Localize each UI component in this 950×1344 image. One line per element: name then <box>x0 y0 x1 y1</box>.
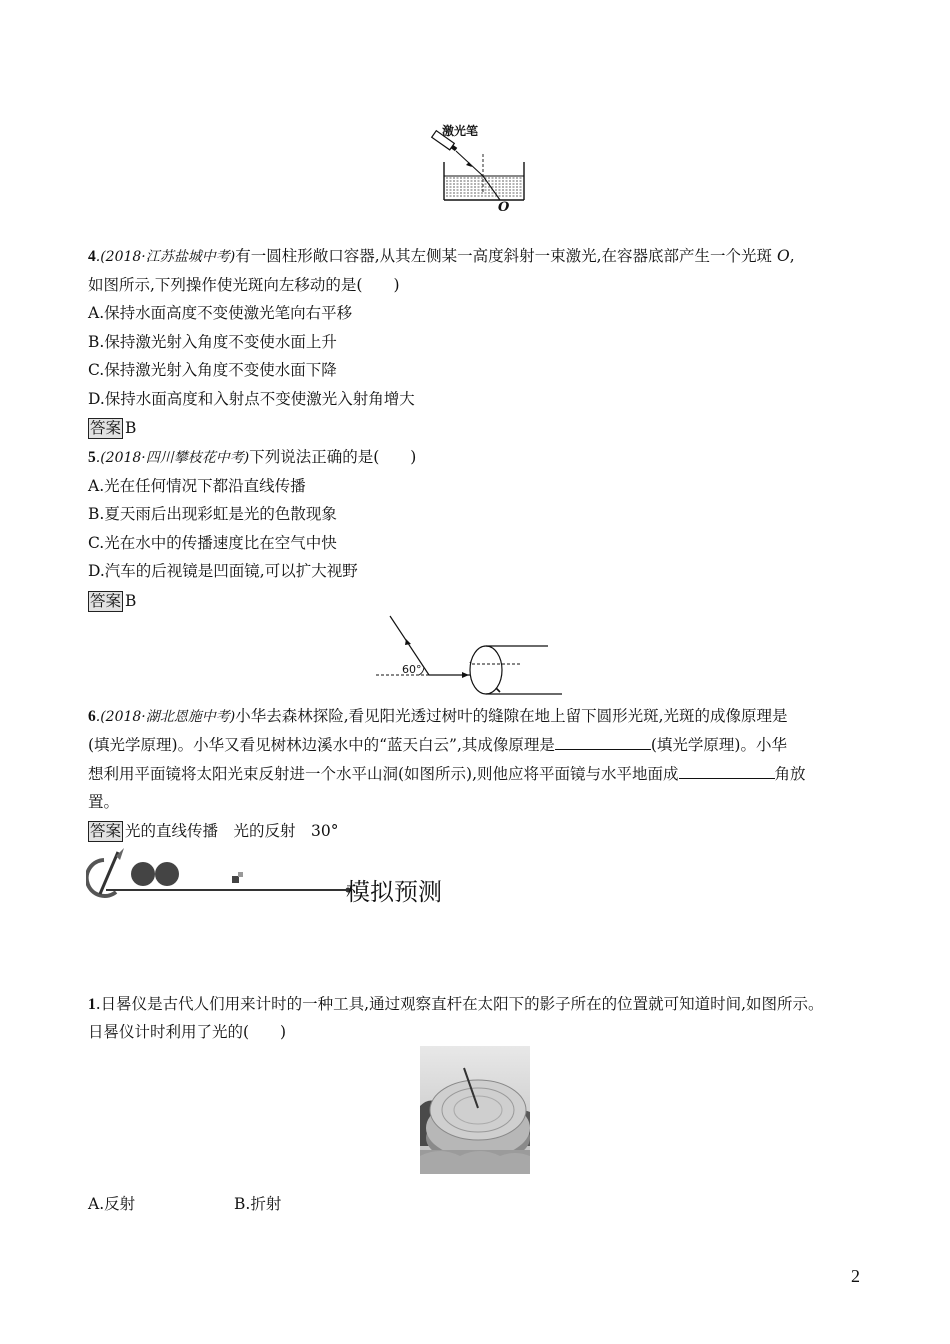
q5-option-b: B.夏天雨后出现彩虹是光的色散现象 <box>88 505 337 523</box>
q5-stem <box>88 446 416 469</box>
spot-o-label: O <box>498 200 510 215</box>
m1-option-a: A.反射 <box>88 1195 136 1213</box>
q6-line1-text: 小华去森林探险,看见阳光透过树叶的缝隙在地上留下圆形光斑,光斑的成像原理是 <box>235 707 788 725</box>
q6-source: .(2018·湖北恩施中考) <box>95 709 236 725</box>
q4-option-a: A.保持水面高度不变使激光笔向右平移 <box>88 304 353 322</box>
q6-line3a: 想利用平面镜将太阳光束反射进一个水平山洞(如图所示),则他应将平面镜与水平地面成 <box>88 765 679 783</box>
laser-pen-label: 激光笔 <box>442 124 479 138</box>
m1-line1-text: .日晷仪是古代人们用来计时的一种工具,通过观察直杆在太阳下的影子所在的位置就可知道时间,如图所示。 <box>95 995 824 1013</box>
q6-stem-line2 <box>88 734 787 756</box>
q6-answer-value: 光的直线传播 光的反射 30° <box>125 822 339 840</box>
q6-stem-line3 <box>88 763 806 785</box>
answer-tag: 答案 <box>90 419 122 437</box>
fill-blank <box>679 763 775 779</box>
sundial-photo <box>420 1046 530 1174</box>
laser-container-diagram <box>420 118 540 218</box>
q4-o: O <box>777 247 790 265</box>
answer-tag: 答案 <box>90 592 122 610</box>
brush-decoration <box>86 846 356 902</box>
m1-stem-line2: 日晷仪计时利用了光的( ) <box>88 1023 287 1041</box>
q6-number: 6 <box>88 708 96 725</box>
q4-stem-text: 有一圆柱形敞口容器,从其左侧某一高度斜射一束激光,在容器底部产生一个光斑 <box>235 247 777 265</box>
q4-stem-comma: , <box>789 247 795 265</box>
q6-line2a: (填光学原理)。小华又看见树林边溪水中的“蓝天白云”,其成像原理是 <box>88 736 555 754</box>
q4-stem-line2: 如图所示,下列操作使光斑向左移动的是( ) <box>88 276 400 294</box>
angle-60-label: 60° <box>402 663 422 676</box>
mirror-cave-figure <box>372 612 567 698</box>
laser-container-figure <box>420 118 540 218</box>
fill-blank <box>555 734 651 750</box>
q6-answer <box>88 820 339 842</box>
mirror-cave-diagram <box>372 612 567 698</box>
q4-number: 4 <box>88 248 96 265</box>
q6-line2b: (填光学原理)。小华 <box>650 736 787 754</box>
q4-stem-line1 <box>88 245 795 268</box>
q5-answer <box>88 590 136 612</box>
m1-option-b: B.折射 <box>234 1195 282 1213</box>
q6-line3b: 角放 <box>774 765 806 783</box>
q6-stem-line4: 置。 <box>88 793 120 811</box>
q5-option-d: D.汽车的后视镜是凹面镜,可以扩大视野 <box>88 562 358 580</box>
q4-answer-value: B <box>125 419 137 437</box>
q6-stem-line1 <box>88 705 788 728</box>
q5-number: 5 <box>88 449 96 466</box>
answer-tag: 答案 <box>90 822 122 840</box>
q5-source: .(2018·四川攀枝花中考) <box>95 450 250 466</box>
q5-stem-text: 下列说法正确的是( ) <box>249 448 417 466</box>
q4-option-c: C.保持激光射入角度不变使水面下降 <box>88 361 337 379</box>
section-title: 模拟预测 <box>346 878 442 906</box>
q4-option-d: D.保持水面高度和入射点不变使激光入射角增大 <box>88 390 415 408</box>
q4-option-b: B.保持激光射入角度不变使水面上升 <box>88 333 337 351</box>
section-header <box>86 846 486 906</box>
m1-stem-line1 <box>88 993 824 1016</box>
q5-answer-value: B <box>125 592 137 610</box>
sundial-image <box>420 1046 530 1174</box>
page-number: 2 <box>851 1266 860 1286</box>
q4-source: .(2018·江苏盐城中考) <box>95 249 236 265</box>
q4-answer <box>88 417 136 439</box>
q5-option-c: C.光在水中的传播速度比在空气中快 <box>88 534 337 552</box>
q5-option-a: A.光在任何情况下都沿直线传播 <box>88 477 306 495</box>
m1-number: 1 <box>88 996 96 1013</box>
